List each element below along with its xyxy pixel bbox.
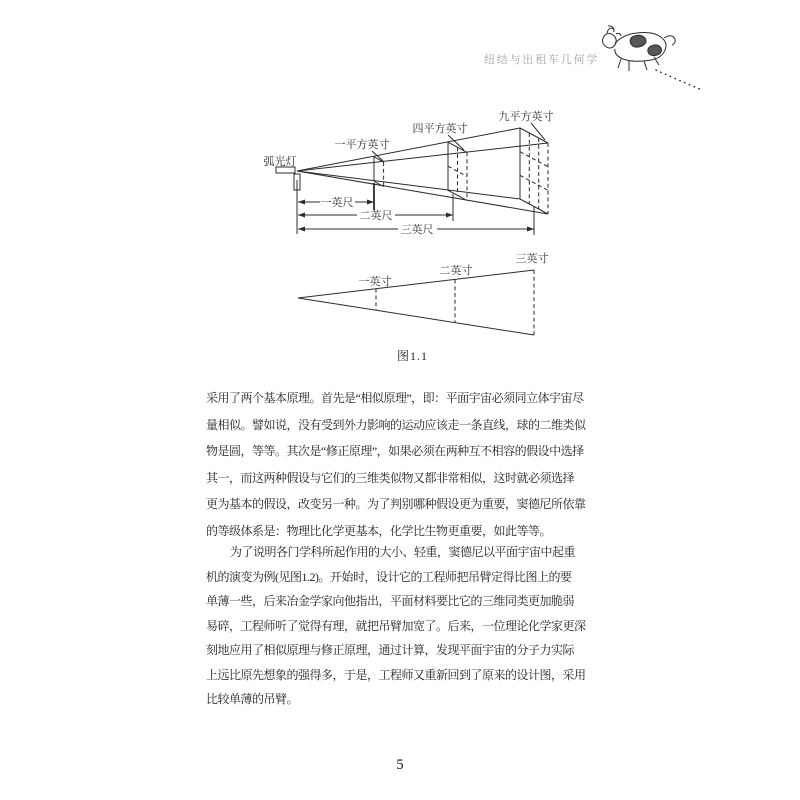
body-line: 比较单薄的吊臂。 (206, 692, 299, 706)
body-line: 机的演变为例(见图1.2)。开始时，设计它的工程师把吊臂定得比图上的要 (206, 570, 572, 584)
area-label-4: 四平方英寸 (412, 123, 468, 135)
body-line: 物是圆，等等。其次是“修正原理”，如果必须在两种互不相容的假设中选择 (206, 444, 584, 458)
body-line: 量相似。譬如说，没有受到外力影响的运动应该走一条直线，球的二维类似 (206, 418, 586, 432)
dotted-trail (656, 70, 702, 90)
cow-outline (603, 26, 676, 71)
body-line: 采用了两个基本原理。首先是“相似原理”，即：平面宇宙必须同立体宇宙尽 (206, 391, 584, 405)
body-line: 更为基本的假设，改变另一种。为了判别哪种假设更为重要，窦德尼所依靠 (206, 497, 586, 511)
distance-label-3ft: 三英尺 (400, 224, 434, 236)
arc-lamp-icon (276, 167, 300, 190)
area-label-1: 一平方英寸 (334, 139, 390, 151)
body-line: 其一，而这两种假设与它们的三维类似物又都非常相似，这时就必须选择 (206, 471, 575, 485)
figure-caption: 图1.1 (396, 349, 428, 363)
body-line: 刻地应用了相似原理与修正原理，通过计算，发现平面宇宙的分子力实际 (206, 643, 575, 657)
cow-illustration (596, 22, 708, 94)
dimension-arrows (298, 195, 534, 236)
running-head-title: 纽结与出租车几何学 (484, 54, 600, 66)
arc-lamp-label: 弧光灯 (263, 156, 297, 168)
width-label-1in: 一英寸 (358, 276, 392, 288)
body-line: 为了说明各门学科所起作用的大小、轻重，窦德尼以平面宇宙中起重 (230, 545, 576, 559)
page-number: 5 (396, 757, 404, 773)
body-line: 上远比原先想象的强得多，于是，工程师又重新回到了原来的设计图，采用 (206, 668, 586, 682)
area-label-9: 九平方英寸 (498, 111, 554, 123)
body-line: 的等级体系是：物理比化学更基本，化学比生物更重要，如此等等。 (206, 524, 552, 538)
body-line: 单薄一些，后来冶金学家向他指出，平面材料要比它的三维同类更加脆弱 (206, 594, 575, 608)
width-label-3in: 三英寸 (515, 253, 549, 265)
body-line: 易碎，工程师听了觉得有理，就把吊臂加宽了。后来，一位理论化学家更深 (206, 619, 586, 633)
distance-label-1ft: 一英尺 (320, 197, 354, 209)
width-label-2in: 二英寸 (439, 265, 473, 277)
figure-1-1-diagram (240, 88, 585, 348)
projection-square-9 (520, 128, 548, 214)
triangle-diagram (298, 251, 549, 335)
distance-label-2ft: 二英尺 (359, 210, 393, 222)
